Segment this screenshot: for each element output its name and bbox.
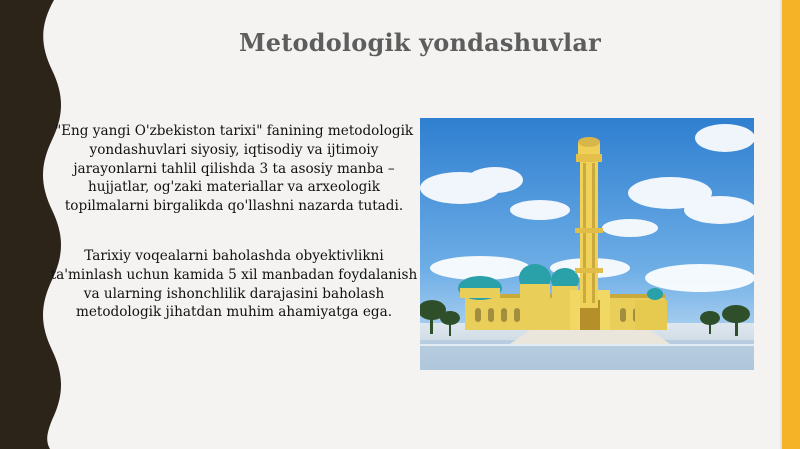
accent-bar	[782, 0, 800, 449]
decorative-left-border	[0, 0, 64, 449]
slide-title: Metodologik yondashuvlar	[239, 28, 601, 57]
paragraph-methodology: "Eng yangi O'zbekiston tarixi" fanining metodologik yondashuvlari siyosiy, iqtisodiy va ijtimoiy jarayonlarni tahlil qilishda 3 ta asosiy manba – hujjatlar, og'zaki materiallar va arxeologik topilmalarni birgalikda qo'llashni nazarda tutadi.	[54, 123, 414, 215]
mosque-photo	[420, 118, 754, 370]
paragraph-sources: Tarixiy voqealarni baholashda obyektivlikni ta'minlash uchun kamida 5 xil manbadan foydalanish va ularning ishonchlilik darajasini baholash metodologik jihatdan muhim ahamiyatga ega.	[50, 248, 418, 321]
